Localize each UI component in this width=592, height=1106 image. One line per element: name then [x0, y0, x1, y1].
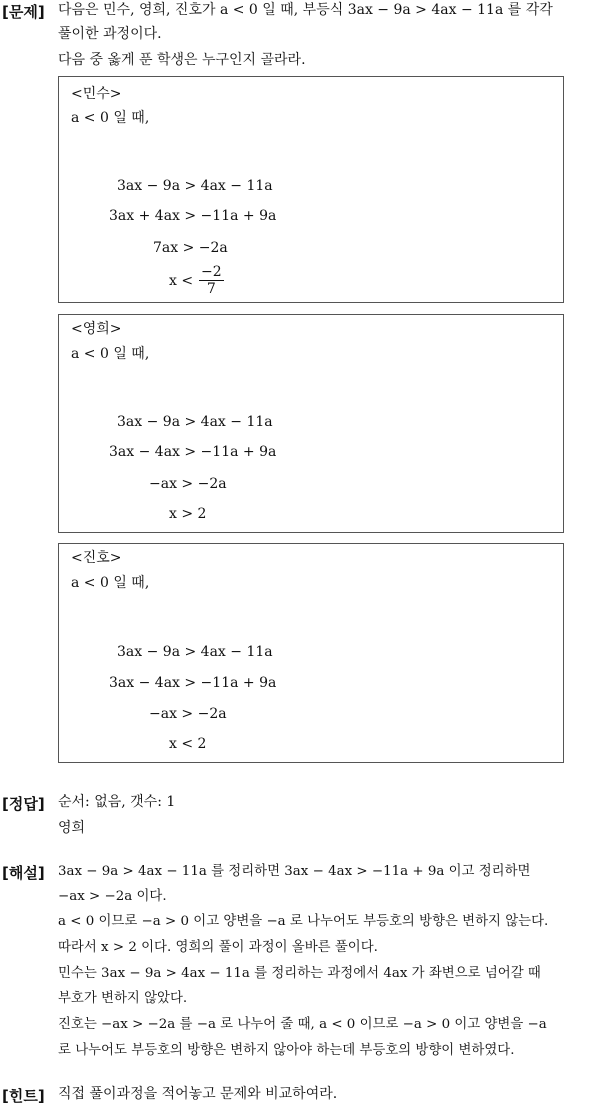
explanation-line-6: 부호가 변하지 않았다. — [58, 991, 188, 1006]
problem-text-line-2: 풀이한 과정이다. — [58, 26, 162, 42]
explanation-line-5: 민수는 3ax − 9a > 4ax − 11a 를 정리하는 과정에서 4ax 가 좌변으로 넘어갈 때 — [58, 966, 541, 981]
equation-step-2: 3ax − 4ax > −11a + 9a — [109, 675, 277, 691]
hint-label: [힌트] — [2, 1087, 45, 1105]
problem-label: [문제] — [2, 3, 45, 21]
solution-box-younghee — [58, 314, 564, 533]
problem-question: 다음 중 옳게 푼 학생은 누구인지 골라라. — [58, 52, 306, 68]
equation-step-1: 3ax − 9a > 4ax − 11a — [117, 644, 273, 660]
solution-box-jinho — [58, 543, 564, 763]
box-title: <민수> — [71, 86, 122, 102]
solution-box-minsu — [58, 76, 564, 303]
box-title: <진호> — [71, 550, 122, 566]
equation-final: x > 2 — [169, 506, 207, 522]
box-condition: a < 0 일 때, — [71, 346, 150, 362]
box-condition: a < 0 일 때, — [71, 575, 150, 591]
explanation-line-3: a < 0 이므로 −a > 0 이고 양변을 −a 로 나누어도 부등호의 방향은 변하지 않는다. — [58, 914, 549, 929]
equation-step-2: 3ax − 4ax > −11a + 9a — [109, 444, 277, 460]
box-condition: a < 0 일 때, — [71, 110, 150, 126]
fraction-numerator: −2 — [201, 264, 222, 280]
explanation-line-1: 3ax − 9a > 4ax − 11a 를 정리하면 3ax − 4ax > −11a + 9a 이고 정리하면 — [58, 864, 531, 879]
explanation-line-2: −ax > −2a 이다. — [58, 889, 167, 904]
explanation-line-8: 로 나누어도 부등호의 방향은 변하지 않아야 하는데 부등호의 방향이 변하였다. — [58, 1043, 515, 1058]
equation-step-3: −ax > −2a — [149, 476, 227, 492]
hint-text: 직접 풀이과정을 적어놓고 문제와 비교하여라. — [58, 1086, 338, 1102]
answer-label: [정답] — [2, 795, 45, 813]
equation-step-2: 3ax + 4ax > −11a + 9a — [109, 208, 277, 224]
equation-final-fraction — [199, 264, 224, 297]
explanation-line-4: 따라서 x > 2 이다. 영희의 풀이 과정이 올바른 풀이다. — [58, 940, 378, 955]
box-title: <영희> — [71, 321, 122, 337]
explanation-label: [해설] — [2, 864, 45, 882]
equation-final-prefix: x < — [169, 273, 194, 289]
equation-step-3: 7ax > −2a — [153, 240, 228, 256]
answer-name: 영희 — [58, 820, 86, 836]
equation-step-1: 3ax − 9a > 4ax − 11a — [117, 414, 273, 430]
explanation-line-7: 진호는 −ax > −2a 를 −a 로 나누어 줄 때, a < 0 이므로 −a > 0 이고 양변을 −a — [58, 1017, 547, 1032]
fraction-denominator: 7 — [206, 281, 216, 297]
answer-order-count: 순서: 없음, 갯수: 1 — [58, 794, 176, 810]
problem-text-line-1: 다음은 민수, 영희, 진호가 a < 0 일 때, 부등식 3ax − 9a > 4ax − 11a 를 각각 — [58, 2, 553, 18]
equation-final: x < 2 — [169, 736, 207, 752]
equation-step-3: −ax > −2a — [149, 706, 227, 722]
equation-step-1: 3ax − 9a > 4ax − 11a — [117, 178, 273, 194]
